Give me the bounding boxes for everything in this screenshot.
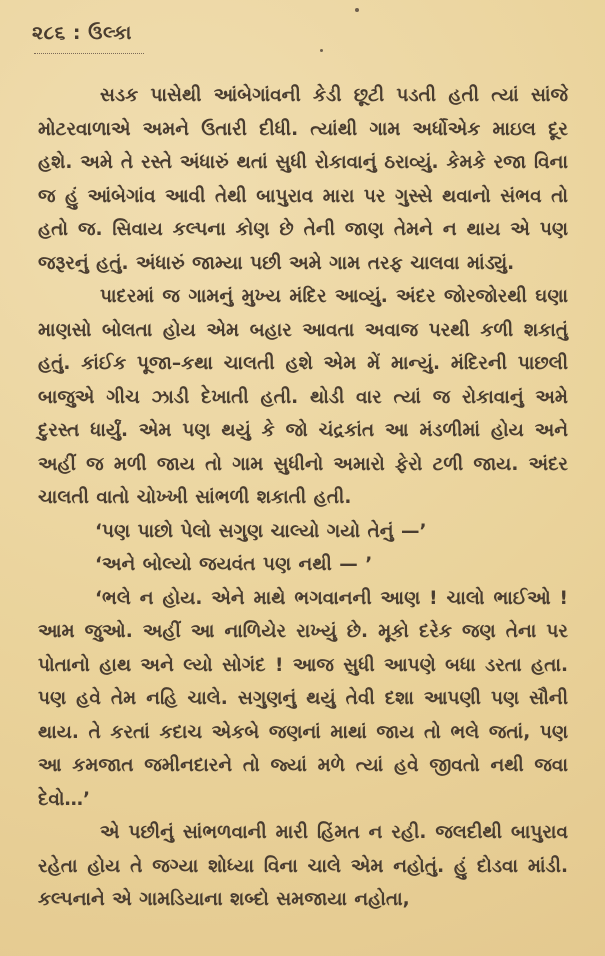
paragraph: સડક પાસેથી આંબેગાંવની કેડી છૂટી પડતી હતી ત્યાં સાંજે મોટરવાળાએ અમને ઉતારી દીધી. ત્યાંથી ગામ અર્ધોએક માઇલ દૂર હશે. અમે તે રસ્તે અંધારું થતાં સુધી રોકાવાનું ઠરાવ્યું. કેમકે રજા વિના જ હું આંબેગાંવ આવી તેથી બાપુરાવ મારા પર ગુસ્સે થવાનો સંભવ તો હતો જ. સિવાય કલ્પના કોણ છે તેની જાણ તેમને ન થાય એ પણ જરૂરનું હતું. અંધારું જામ્યા પછી અમે ગામ તરફ ચાલવા માંડ્યું. (38, 85, 568, 274)
header-separator: : (72, 22, 81, 44)
dialogue-line: ‘અને બોલ્યો જયવંત પણ નથી — ’ (95, 554, 373, 575)
ink-dot (320, 49, 323, 52)
dialogue-paragraph: ‘ભલે ન હોય. એને માથે ભગવાનની આણ ! ચાલો ભાઈઓ ! આમ જુઓ. અહીં આ નાળિયેર રાખ્યું છે. મૂકો દરેક જણ તેના પર પોતાનો હાથ અને લ્યો સોગંદ ! આજ સુધી આપણે બધા ડરતા હતા. પણ હવે તેમ નહિ ચાલે. સગુણનું થયું તેવી દશા આપણી પણ સૌની થાય. તે કરતાં કદાચ એકબે જણનાં માથાં જાય તો ભલે જતાં, પણ આ કમજાત જમીનદારને તો જ્યાં મળે ત્યાં હવે જીવતો નથી જવા દેવો…’ (38, 587, 576, 810)
closing-paragraph: એ પછીનું સાંભળવાની મારી હિંમત ન રહી. જલદીથી બાપુરાવ રહેતા હોય તે જગ્યા શોધ્યા વિના ચાલે એમ નહોતું. હું દોડવા માંડી. કલ્પનાને એ ગામડિયાના શબ્દો સમજાયા નહોતા, (38, 822, 568, 910)
page-number: ૨૮૬ (32, 22, 66, 44)
chapter-title: ઉલ્કા (88, 22, 132, 44)
page-body (38, 79, 576, 917)
page-header (32, 22, 132, 44)
header-rule (34, 53, 144, 54)
ink-dot (355, 8, 359, 12)
dialogue-line: ‘પણ પાછો પેલો સગુણ ચાલ્યો ગયો તેનું —’ (95, 520, 427, 542)
paragraph: પાદરમાં જ ગામનું મુખ્ય મંદિર આવ્યું. અંદર જોરજોરથી ઘણા માણસો બોલતા હોય એમ બહાર આવતા અવાજ પરથી કળી શકાતું હતું. કાંઈક પૂજા–કથા ચાલતી હશે એમ મેં માન્યું. મંદિરની પાછલી બાજુએ ગીચ ઝાડી દેખાતી હતી. થોડી વાર ત્યાં જ રોકાવાનું અમે દુરસ્ત ધાર્યું. એમ પણ થયું કે જો ચંદ્રકાંત આ મંડળીમાં હોય અને અહીં જ મળી જાય તો ગામ સુધીનો અમારો ફેરો ટળી જાય. અંદર ચાલતી વાતો ચોખ્ખી સાંભળી શકાતી હતી. (38, 286, 568, 508)
